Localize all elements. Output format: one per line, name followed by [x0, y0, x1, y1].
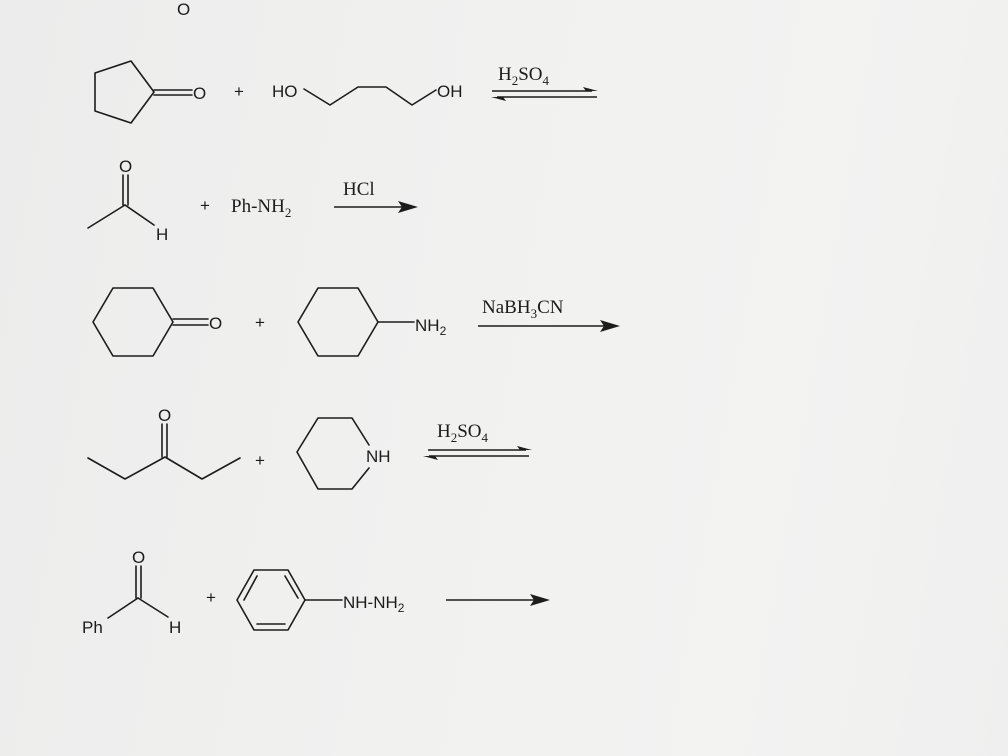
phenyl-label: Ph [82, 618, 103, 637]
oxygen-label: O [132, 548, 146, 567]
benzaldehyde [82, 548, 181, 637]
aromatic-bond-1 [285, 576, 298, 598]
reagent-label: NaBH$_3$CN [482, 297, 564, 321]
oxygen-label: O [209, 314, 223, 333]
oxygen-label: O [193, 84, 207, 103]
ch-bond [125, 205, 154, 225]
hydrazine-label: $NH-NH_2$ [343, 593, 405, 615]
carbon-chain [88, 457, 240, 479]
reaction-3 [93, 288, 620, 356]
cyclopentanone [95, 61, 206, 123]
aniline-label: $Ph-NH_2$ [231, 196, 292, 220]
ch-bond [138, 598, 168, 617]
plus-sign: + [200, 196, 210, 215]
equilibrium-arrow [423, 446, 532, 460]
nh-label: NH [366, 447, 391, 466]
methyl-bond [88, 205, 125, 228]
aromatic-bond-3 [244, 576, 257, 600]
reaction-5 [82, 548, 550, 637]
forward-arrow [334, 201, 418, 213]
oxygen-label: O [119, 157, 133, 176]
benzene-ring [237, 570, 305, 630]
plus-sign: + [206, 588, 216, 607]
ho-label: HO [272, 82, 298, 101]
reaction-4 [88, 406, 532, 489]
cyclohexanone [93, 288, 222, 356]
cyclohexane-ring [93, 288, 173, 356]
propanediol [272, 82, 463, 105]
plus-sign: + [255, 451, 265, 470]
ph-bond [108, 598, 138, 618]
acetaldehyde [88, 157, 168, 244]
hydrogen-label: H [156, 225, 169, 244]
top-fragment-o: O [177, 0, 191, 19]
equilibrium-arrow [491, 87, 598, 101]
forward-arrow [446, 594, 550, 606]
hydrogen-label: H [169, 618, 182, 637]
piperidine [297, 418, 391, 489]
phenylhydrazine [237, 570, 405, 630]
propane-chain [304, 87, 436, 105]
reagent-label: $H_2SO_4$ [437, 421, 489, 445]
plus-sign: + [255, 313, 265, 332]
forward-arrow [478, 320, 620, 332]
cyclopentane-ring [95, 61, 154, 123]
amine-label: $NH_2$ [415, 316, 447, 338]
piperidine-ring [297, 418, 369, 489]
cyclohexylamine [298, 288, 447, 356]
cyclohexane-ring [298, 288, 378, 356]
butanone [88, 406, 240, 479]
oxygen-label: O [158, 406, 172, 425]
oh-label: OH [437, 82, 463, 101]
reaction-1 [95, 61, 598, 123]
reagent-label: $H_2SO_4$ [498, 64, 550, 88]
reaction-2 [88, 157, 418, 244]
plus-sign: + [234, 82, 244, 101]
reagent-label: HCl [343, 179, 375, 200]
